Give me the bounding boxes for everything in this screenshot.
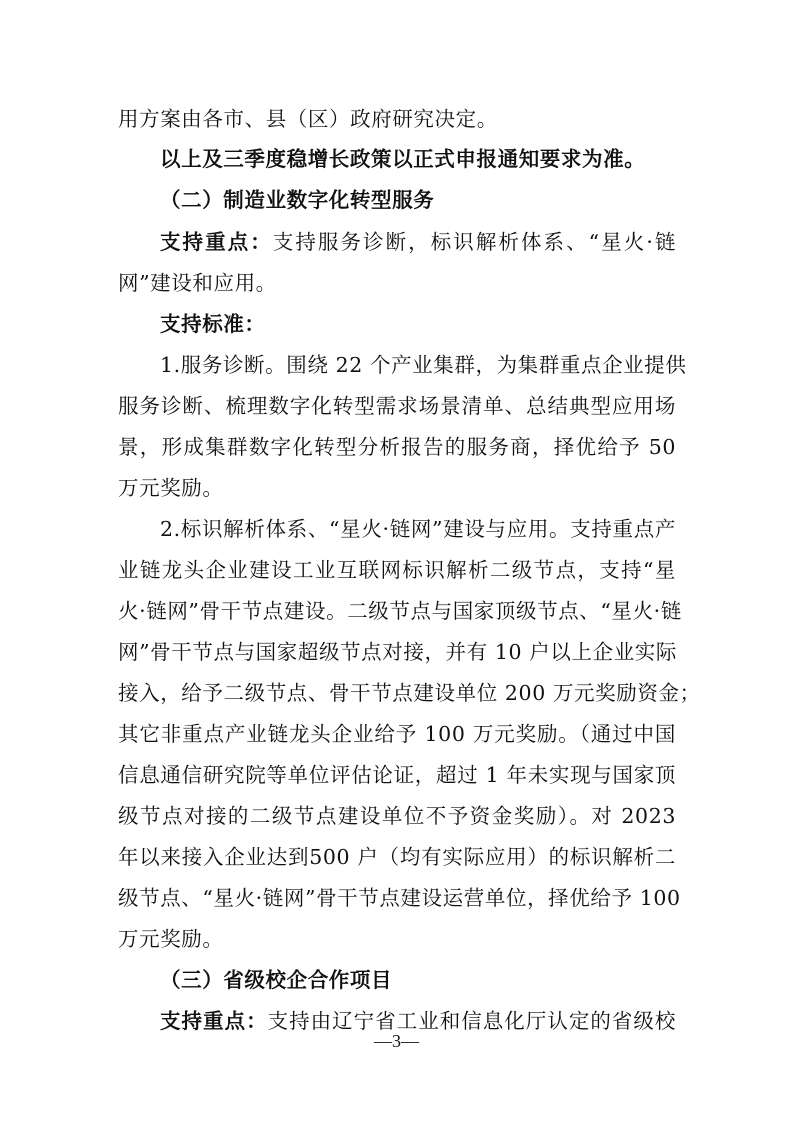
line-text: 支持由辽宁省工业和信息化厅认定的省级校 bbox=[267, 1009, 677, 1033]
text-line bbox=[0, 384, 793, 428]
notice-text: 以上及三季度稳增长政策以正式申报通知要求为准。 bbox=[160, 147, 646, 171]
text-line bbox=[0, 876, 793, 920]
bold-label: 支持重点： bbox=[160, 230, 273, 254]
text-line bbox=[0, 671, 793, 715]
line-text: 1.服务诊断。围绕 22 个产业集群，为集群重点企业提供 bbox=[160, 353, 687, 377]
text-line bbox=[0, 712, 793, 756]
line-text: 万元奖励。 bbox=[118, 476, 224, 500]
line-text: 支持服务诊断，标识解析体系、“星火·链 bbox=[272, 230, 676, 254]
text-line bbox=[0, 466, 793, 510]
text-line bbox=[0, 835, 793, 879]
subheading-line bbox=[0, 302, 793, 346]
line-text: 网”建设和应用。 bbox=[118, 271, 277, 295]
text-line bbox=[0, 507, 793, 551]
line-content bbox=[160, 220, 676, 264]
line-text: 业链龙头企业建设工业互联网标识解析二级节点，支持“星 bbox=[118, 558, 676, 582]
line-text: 服务诊断、梳理数字化转型需求场景清单、总结典型应用场 bbox=[118, 394, 676, 418]
text-line bbox=[0, 97, 793, 141]
line-text: 信息通信研究院等单位评估论证，超过 1 年未实现与国家顶 bbox=[118, 763, 676, 787]
line-text: 其它非重点产业链龙头企业给予 100 万元奖励。（通过中国 bbox=[118, 722, 676, 746]
text-line bbox=[0, 917, 793, 961]
line-text: 2.标识解析体系、“星火·链网”建设与应用。支持重点产 bbox=[160, 517, 676, 541]
line-text: 接入，给予二级节点、骨干节点建设单位 200 万元奖励资金； bbox=[118, 681, 701, 705]
section-heading bbox=[0, 178, 793, 222]
section-heading-text: （二）制造业数字化转型服务 bbox=[160, 188, 435, 212]
notice-line bbox=[0, 137, 793, 181]
section-heading-text: （三）省级校企合作项目 bbox=[160, 968, 393, 992]
subheading-text: 支持标准： bbox=[160, 312, 266, 336]
page-number: —3— bbox=[374, 1031, 419, 1051]
line-text: 火·链网”骨干节点建设。二级节点与国家顶级节点、“星火·链 bbox=[118, 599, 682, 623]
text-line bbox=[0, 548, 793, 592]
line-text: 网”骨干节点与国家超级节点对接，并有 10 户以上企业实际 bbox=[118, 640, 677, 664]
line-text: 万元奖励。 bbox=[118, 927, 224, 951]
line-text: 用方案由各市、县（区）政府研究决定。 bbox=[118, 107, 498, 131]
text-line bbox=[0, 589, 793, 633]
text-line bbox=[0, 261, 793, 305]
line-text: 景，形成集群数字化转型分析报告的服务商，择优给予 50 bbox=[118, 435, 676, 459]
bold-label: 支持重点： bbox=[160, 1009, 268, 1033]
line-text: 级节点对接的二级节点建设单位不予资金奖励）。对 2023 bbox=[118, 804, 676, 828]
section-heading bbox=[0, 958, 793, 1002]
text-line bbox=[0, 343, 793, 387]
text-line bbox=[0, 425, 793, 469]
text-line bbox=[0, 794, 793, 838]
line-text: 级节点、“星火·链网”骨干节点建设运营单位，择优给予 100 bbox=[118, 886, 681, 910]
text-line bbox=[0, 753, 793, 797]
line-text: 年以来接入企业达到500 户（均有实际应用）的标识解析二 bbox=[118, 845, 676, 869]
text-line bbox=[0, 220, 793, 264]
text-line bbox=[0, 630, 793, 674]
